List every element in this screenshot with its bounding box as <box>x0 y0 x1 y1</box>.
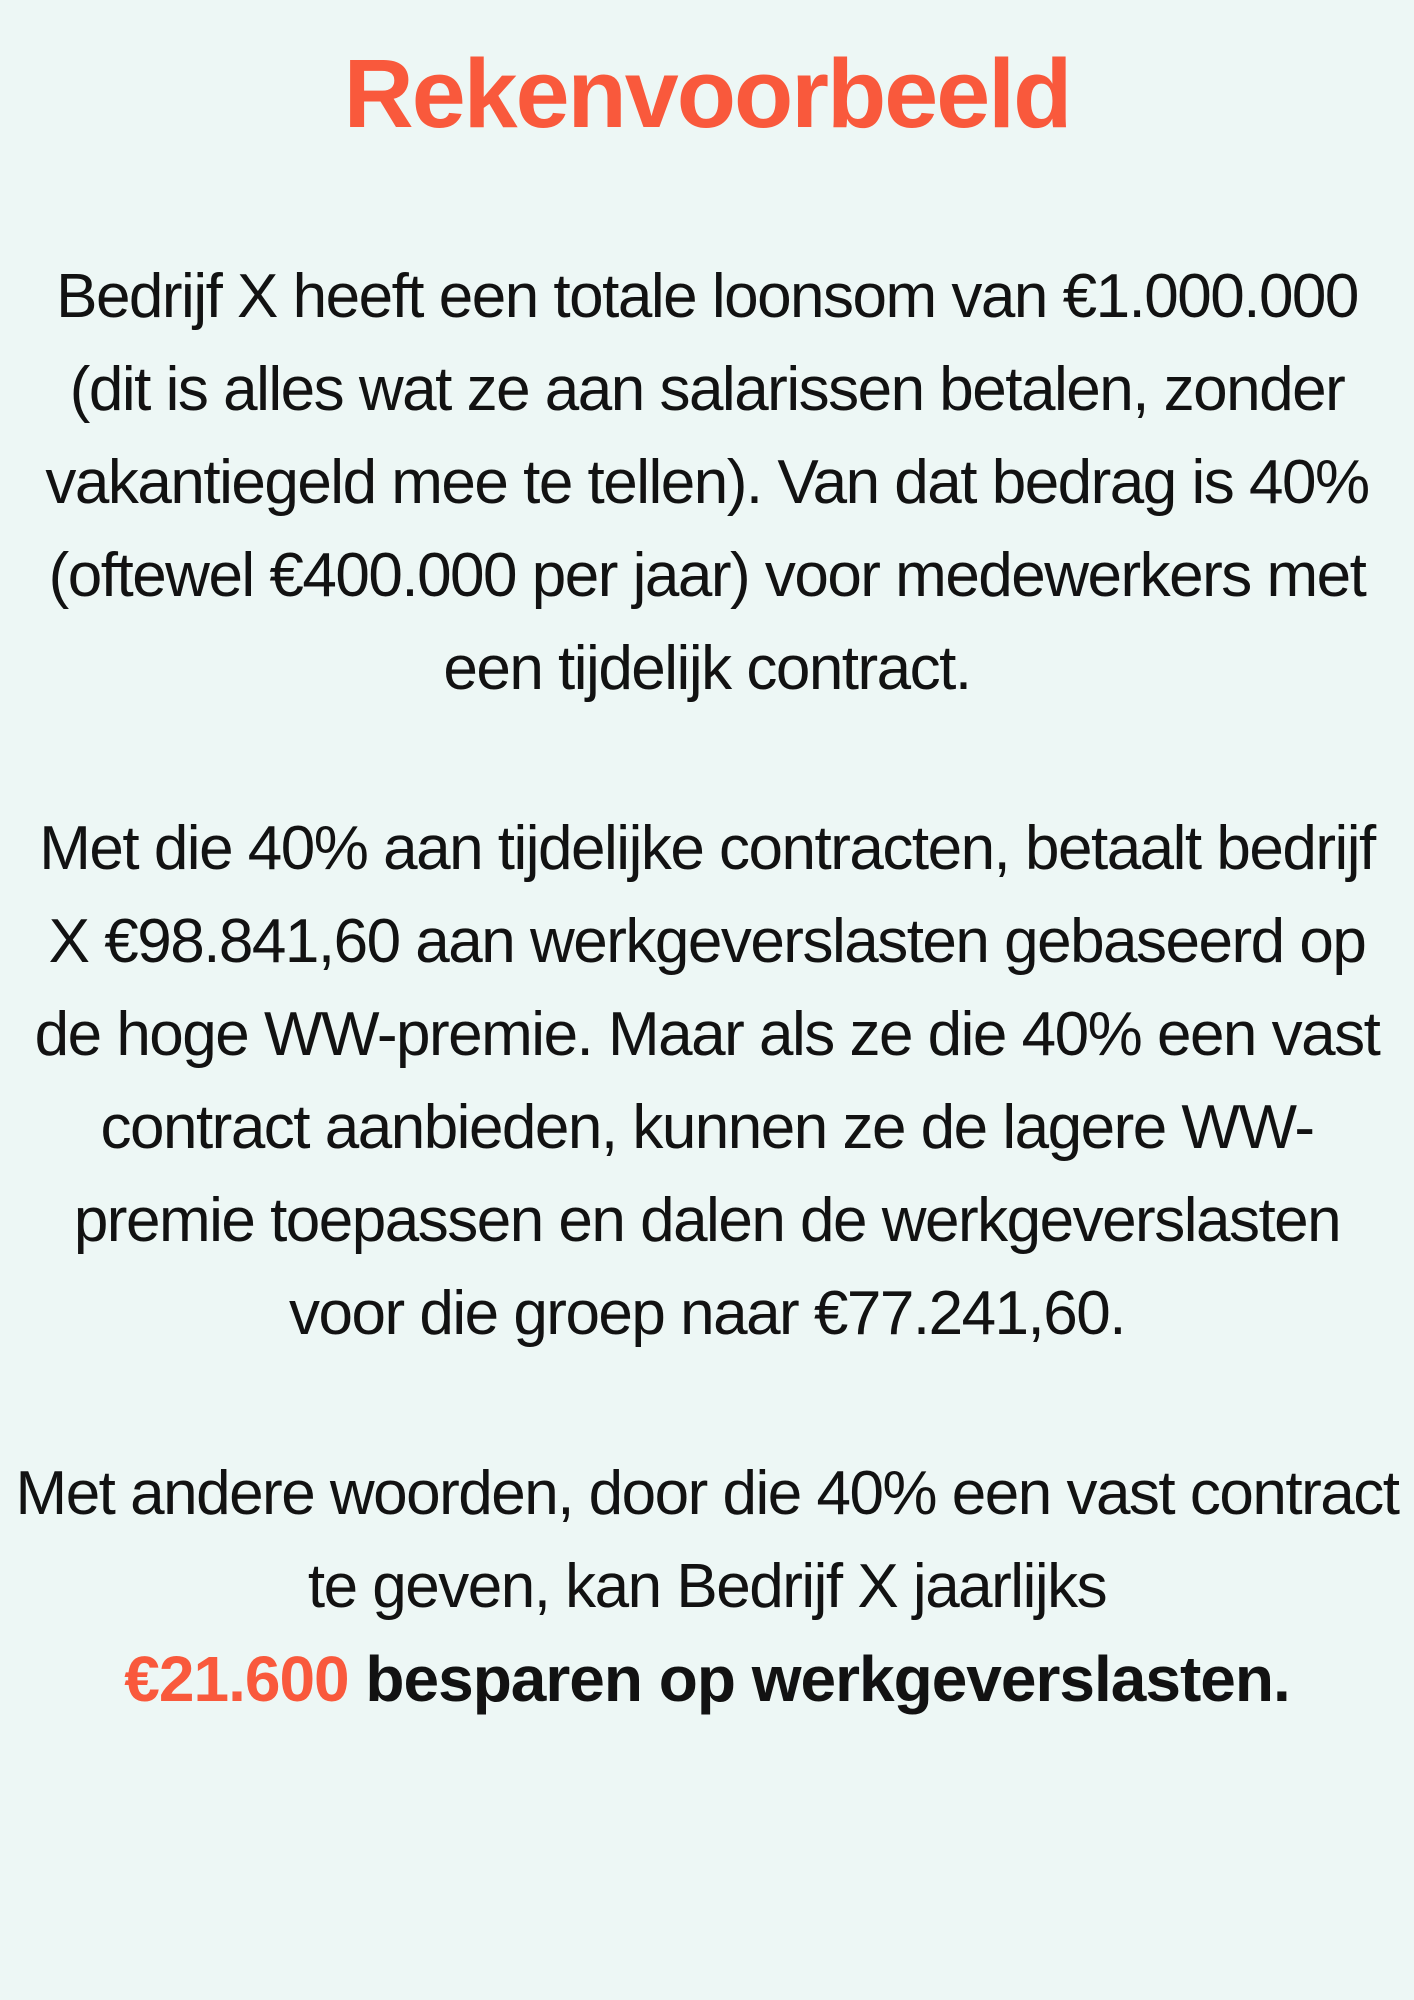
conclusion-lead: Met andere woorden, door die 40% een vast contract te geven, kan Bedrijf X jaarlijks <box>15 1458 1399 1621</box>
paragraph-intro: Bedrijf X heeft een totale loonsom van €1.000.000 (dit is alles wat ze aan salarissen betalen, zonder vakantiegeld mee te tellen). Van dat bedrag is 40% (oftewel €400.000 per jaar) voor medewerkers met een tijdelijk contract. <box>45 261 1369 703</box>
paragraph-conclusion <box>7 1447 1407 1726</box>
savings-label: besparen op werkgeverslasten. <box>348 1642 1290 1715</box>
page-title: Rekenvoorbeeld <box>343 39 1071 148</box>
savings-amount: €21.600 <box>124 1642 349 1715</box>
paragraph-calculation: Met die 40% aan tijdelijke contracten, betaalt bedrijf X €98.841,60 aan werkgeverslasten gebaseerd op de hoge WW-premie. Maar als ze die 40% een vast contract aanbieden, kunnen ze de lagere WW-premie toepassen en dalen de werkgeverslasten voor die groep naar €77.241,60. <box>34 813 1380 1348</box>
conclusion-highlight-line <box>13 1633 1401 1726</box>
